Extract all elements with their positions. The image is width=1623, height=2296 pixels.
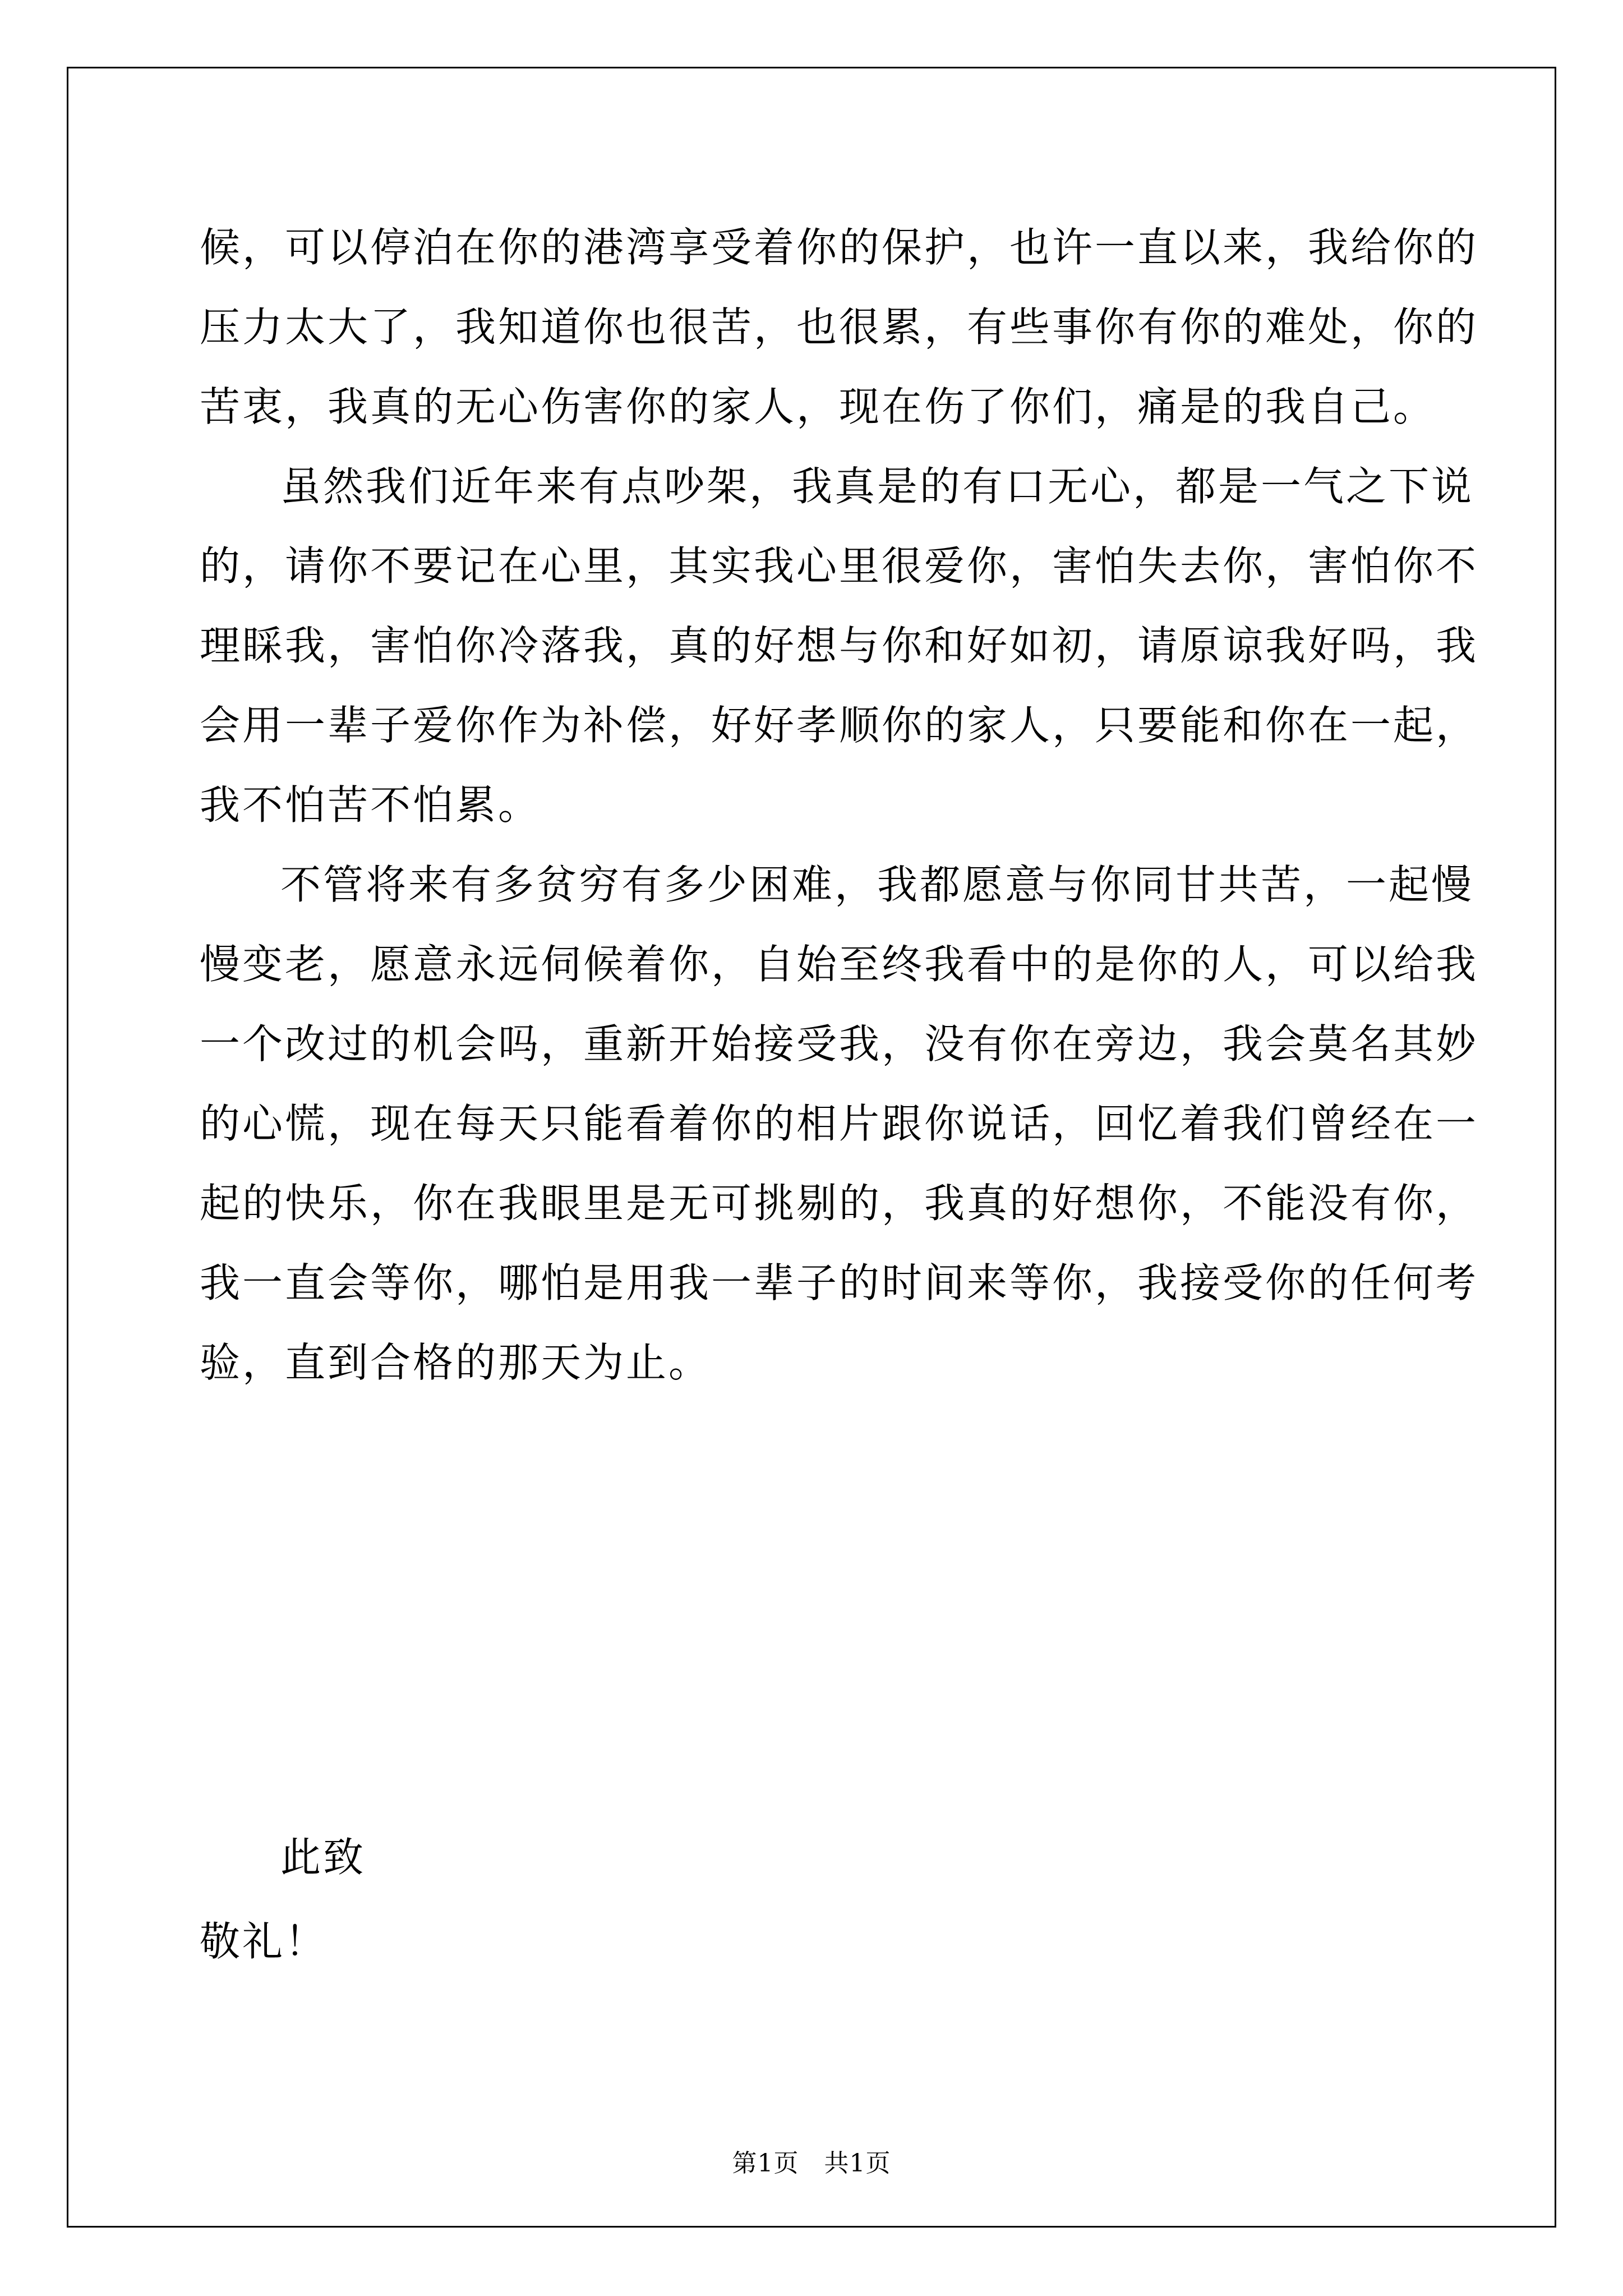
page-number-footer: 第1页 共1页 [732,2149,891,2178]
text-line: 理睬我，害怕你冷落我，真的好想与你和好如初，请原谅我好吗，我 [200,622,1479,669]
letter-salutation: 敬礼！ [200,1918,328,1965]
text-line: 我不怕苦不怕累。 [200,781,541,829]
text-line: 虽然我们近年来有点吵架，我真是的有口无心，都是一气之下说 [280,463,1474,510]
text-line: 不管将来有多贫穷有多少困难，我都愿意与你同甘共苦，一起慢 [280,861,1474,908]
text-line: 候，可以停泊在你的港湾享受着你的保护，也许一直以来，我给你的 [200,224,1479,271]
letter-body [200,208,1479,1402]
text-line: 起的快乐，你在我眼里是无可挑剔的，我真的好想你，不能没有你， [200,1180,1479,1227]
text-line: 验，直到合格的那天为止。 [200,1339,712,1386]
text-line: 会用一辈子爱你作为补偿，好好孝顺你的家人，只要能和你在一起， [200,702,1479,749]
letter-closing: 此致 [280,1834,366,1881]
text-line: 的心慌，现在每天只能看着你的相片跟你说话，回忆着我们曾经在一 [200,1100,1479,1147]
text-line: 压力太大了，我知道你也很苦，也很累，有些事你有你的难处，你的 [200,303,1479,351]
text-line: 慢变老，愿意永远伺候着你，自始至终我看中的是你的人，可以给我 [200,941,1479,988]
text-line: 苦衷，我真的无心伤害你的家人，现在伤了你们，痛是的我自己。 [200,383,1436,430]
text-line: 一个改过的机会吗，重新开始接受我，没有你在旁边，我会莫名其妙 [200,1020,1479,1068]
text-line: 的，请你不要记在心里，其实我心里很爱你，害怕失去你，害怕你不 [200,542,1479,590]
text-line: 我一直会等你，哪怕是用我一辈子的时间来等你，我接受你的任何考 [200,1259,1479,1306]
